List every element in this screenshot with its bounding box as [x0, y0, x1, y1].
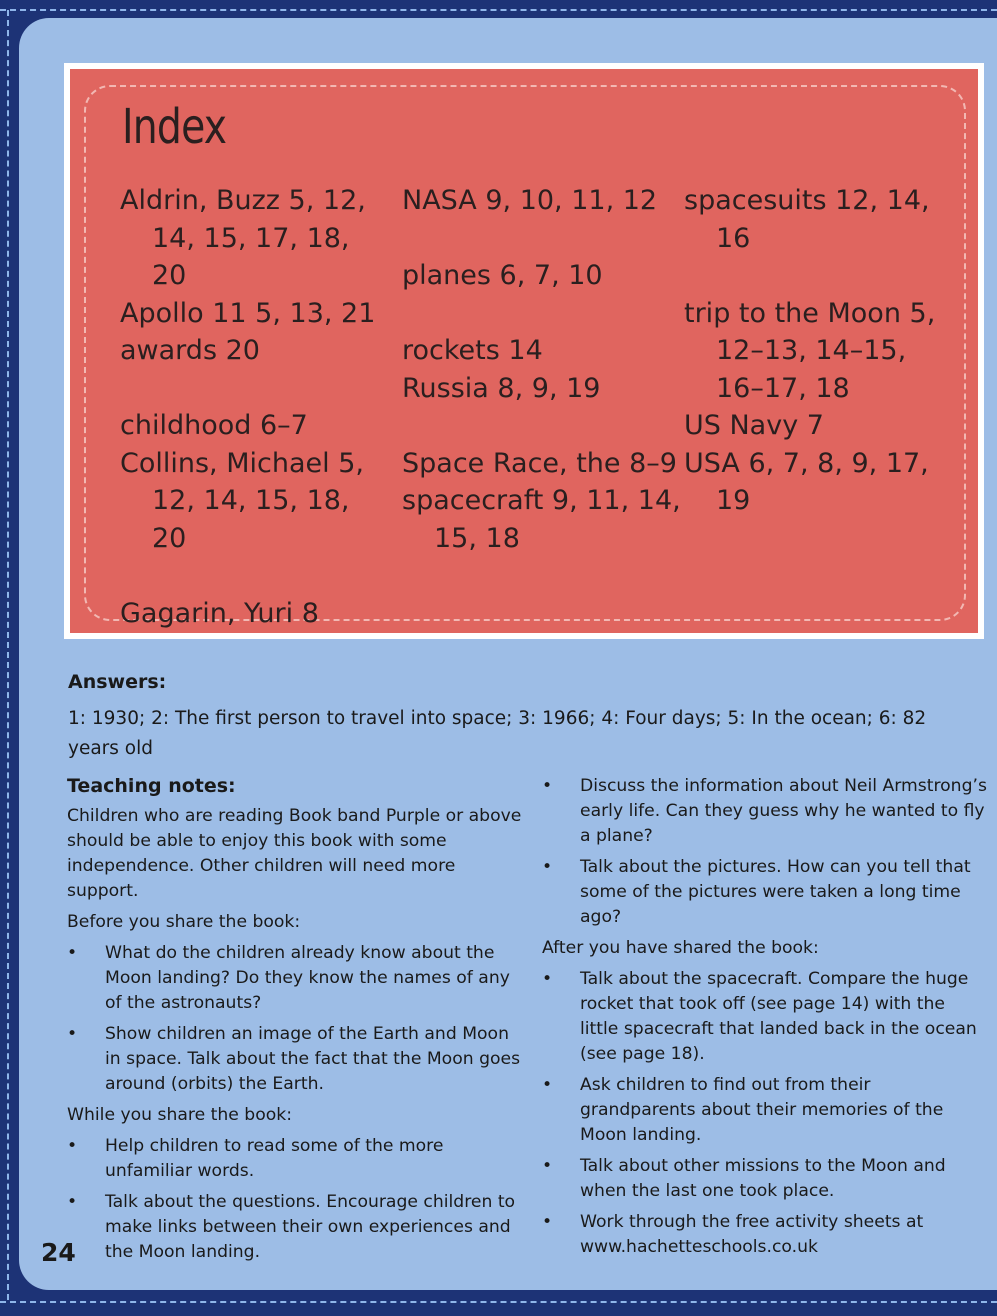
- border-dash-top: [0, 9, 997, 11]
- list-item-text: Ask children to find out from their grandparents about their memories of the Moon landing.: [580, 1075, 944, 1145]
- before-label: Before you share the book:: [67, 912, 301, 932]
- list-item-text: Talk about the spacecraft. Compare the huge rocket that took off (see page 14) with the little spacecraft that landed back in the ocean (see page 18).: [580, 969, 977, 1064]
- index-gap: [120, 557, 390, 595]
- index-gap: [402, 407, 682, 445]
- list-item: [67, 1134, 522, 1184]
- border-dash-left: [7, 10, 9, 1300]
- index-gap: [402, 220, 682, 258]
- index-entry: Russia 8, 9, 19: [402, 372, 601, 404]
- teaching-notes-right-column: [542, 774, 987, 1266]
- list-item: [542, 967, 987, 1067]
- bullet-icon: •: [542, 1156, 553, 1176]
- index-entry: planes 6, 7, 10: [402, 260, 603, 291]
- index-entry: Gagarin, Yuri 8: [120, 597, 319, 629]
- index-box: [64, 63, 984, 639]
- after-label: After you have shared the book:: [542, 938, 819, 958]
- list-item-text: Talk about the pictures. How can you tell that some of the pictures were taken a long time ago?: [580, 857, 971, 927]
- index-gap: [120, 370, 390, 408]
- list-item: [67, 941, 522, 1016]
- bullet-icon: •: [542, 969, 553, 989]
- index-entry: spacesuits 12, 14, 16: [684, 185, 930, 254]
- answers-text: 1: 1930; 2: The first person to travel into space; 3: 1966; 4: Four days; 5: In the ocean; 6: 82 years old: [68, 708, 927, 759]
- index-column-2: [402, 182, 682, 557]
- while-label: While you share the book:: [67, 1105, 292, 1125]
- bullet-icon: •: [67, 943, 78, 963]
- index-entry: childhood 6–7: [120, 410, 308, 441]
- list-item-text: Help children to read some of the more unfamiliar words.: [105, 1136, 444, 1181]
- list-item: [542, 1073, 987, 1148]
- border-dash-bottom: [0, 1301, 997, 1303]
- index-entry: awards 20: [120, 335, 260, 366]
- bullet-icon: •: [67, 1192, 78, 1212]
- index-entry: Aldrin, Buzz 5, 12, 14, 15, 17, 18, 20: [120, 185, 366, 291]
- list-item-text: Show children an image of the Earth and Moon in space. Talk about the fact that the Moon goes around (orbits) the Earth.: [105, 1024, 521, 1094]
- answers-heading: Answers:: [68, 671, 167, 693]
- list-item-text: Talk about the questions. Encourage children to make links between their own experiences and the Moon landing.: [105, 1192, 516, 1262]
- bullet-icon: •: [542, 1075, 553, 1095]
- index-entry: rockets 14: [402, 335, 543, 366]
- teaching-notes-left-column: [67, 774, 522, 1271]
- bullet-icon: •: [67, 1024, 78, 1044]
- index-entry: spacecraft 9, 11, 14, 15, 18: [402, 485, 681, 554]
- index-title: Index: [122, 99, 227, 155]
- list-item: [542, 855, 987, 930]
- list-item: [67, 1190, 522, 1265]
- bullet-icon: •: [67, 1136, 78, 1156]
- page-number: 24: [41, 1238, 76, 1267]
- index-entry: Apollo 11 5, 13, 21: [120, 297, 376, 329]
- list-item: [542, 774, 987, 849]
- index-inner: [70, 69, 978, 633]
- index-column-3: [684, 182, 944, 520]
- teaching-notes-heading: Teaching notes:: [67, 775, 236, 797]
- index-entry: NASA 9, 10, 11, 12: [402, 185, 658, 216]
- index-gap: [684, 257, 944, 295]
- list-item: [542, 1210, 987, 1260]
- index-entry: Collins, Michael 5, 12, 14, 15, 18, 20: [120, 447, 364, 554]
- index-entry: trip to the Moon 5, 12–13, 14–15, 16–17, 18: [684, 297, 936, 404]
- bullet-icon: •: [542, 857, 553, 877]
- list-item-text: Talk about other missions to the Moon and when the last one took place.: [580, 1156, 946, 1201]
- list-item: [542, 1154, 987, 1204]
- index-entry: USA 6, 7, 8, 9, 17, 19: [684, 447, 929, 516]
- bullet-icon: •: [542, 1212, 553, 1232]
- list-item: [67, 1022, 522, 1097]
- teaching-notes-intro: Children who are reading Book band Purple or above should be able to enjoy this book with some independence. Other children will need more support.: [67, 806, 522, 901]
- index-entry: Space Race, the 8–9: [402, 447, 677, 479]
- index-gap: [402, 295, 682, 333]
- bullet-icon: •: [542, 776, 553, 796]
- list-item-text: Discuss the information about Neil Armstrong’s early life. Can they guess why he wanted to fly a plane?: [580, 776, 987, 846]
- index-entry: US Navy 7: [684, 410, 824, 441]
- list-item-text: Work through the free activity sheets at www.hachetteschools.co.uk: [580, 1212, 924, 1257]
- list-item-text: What do the children already know about the Moon landing? Do they know the names of any of the astronauts?: [105, 943, 510, 1013]
- index-column-1: [120, 182, 390, 632]
